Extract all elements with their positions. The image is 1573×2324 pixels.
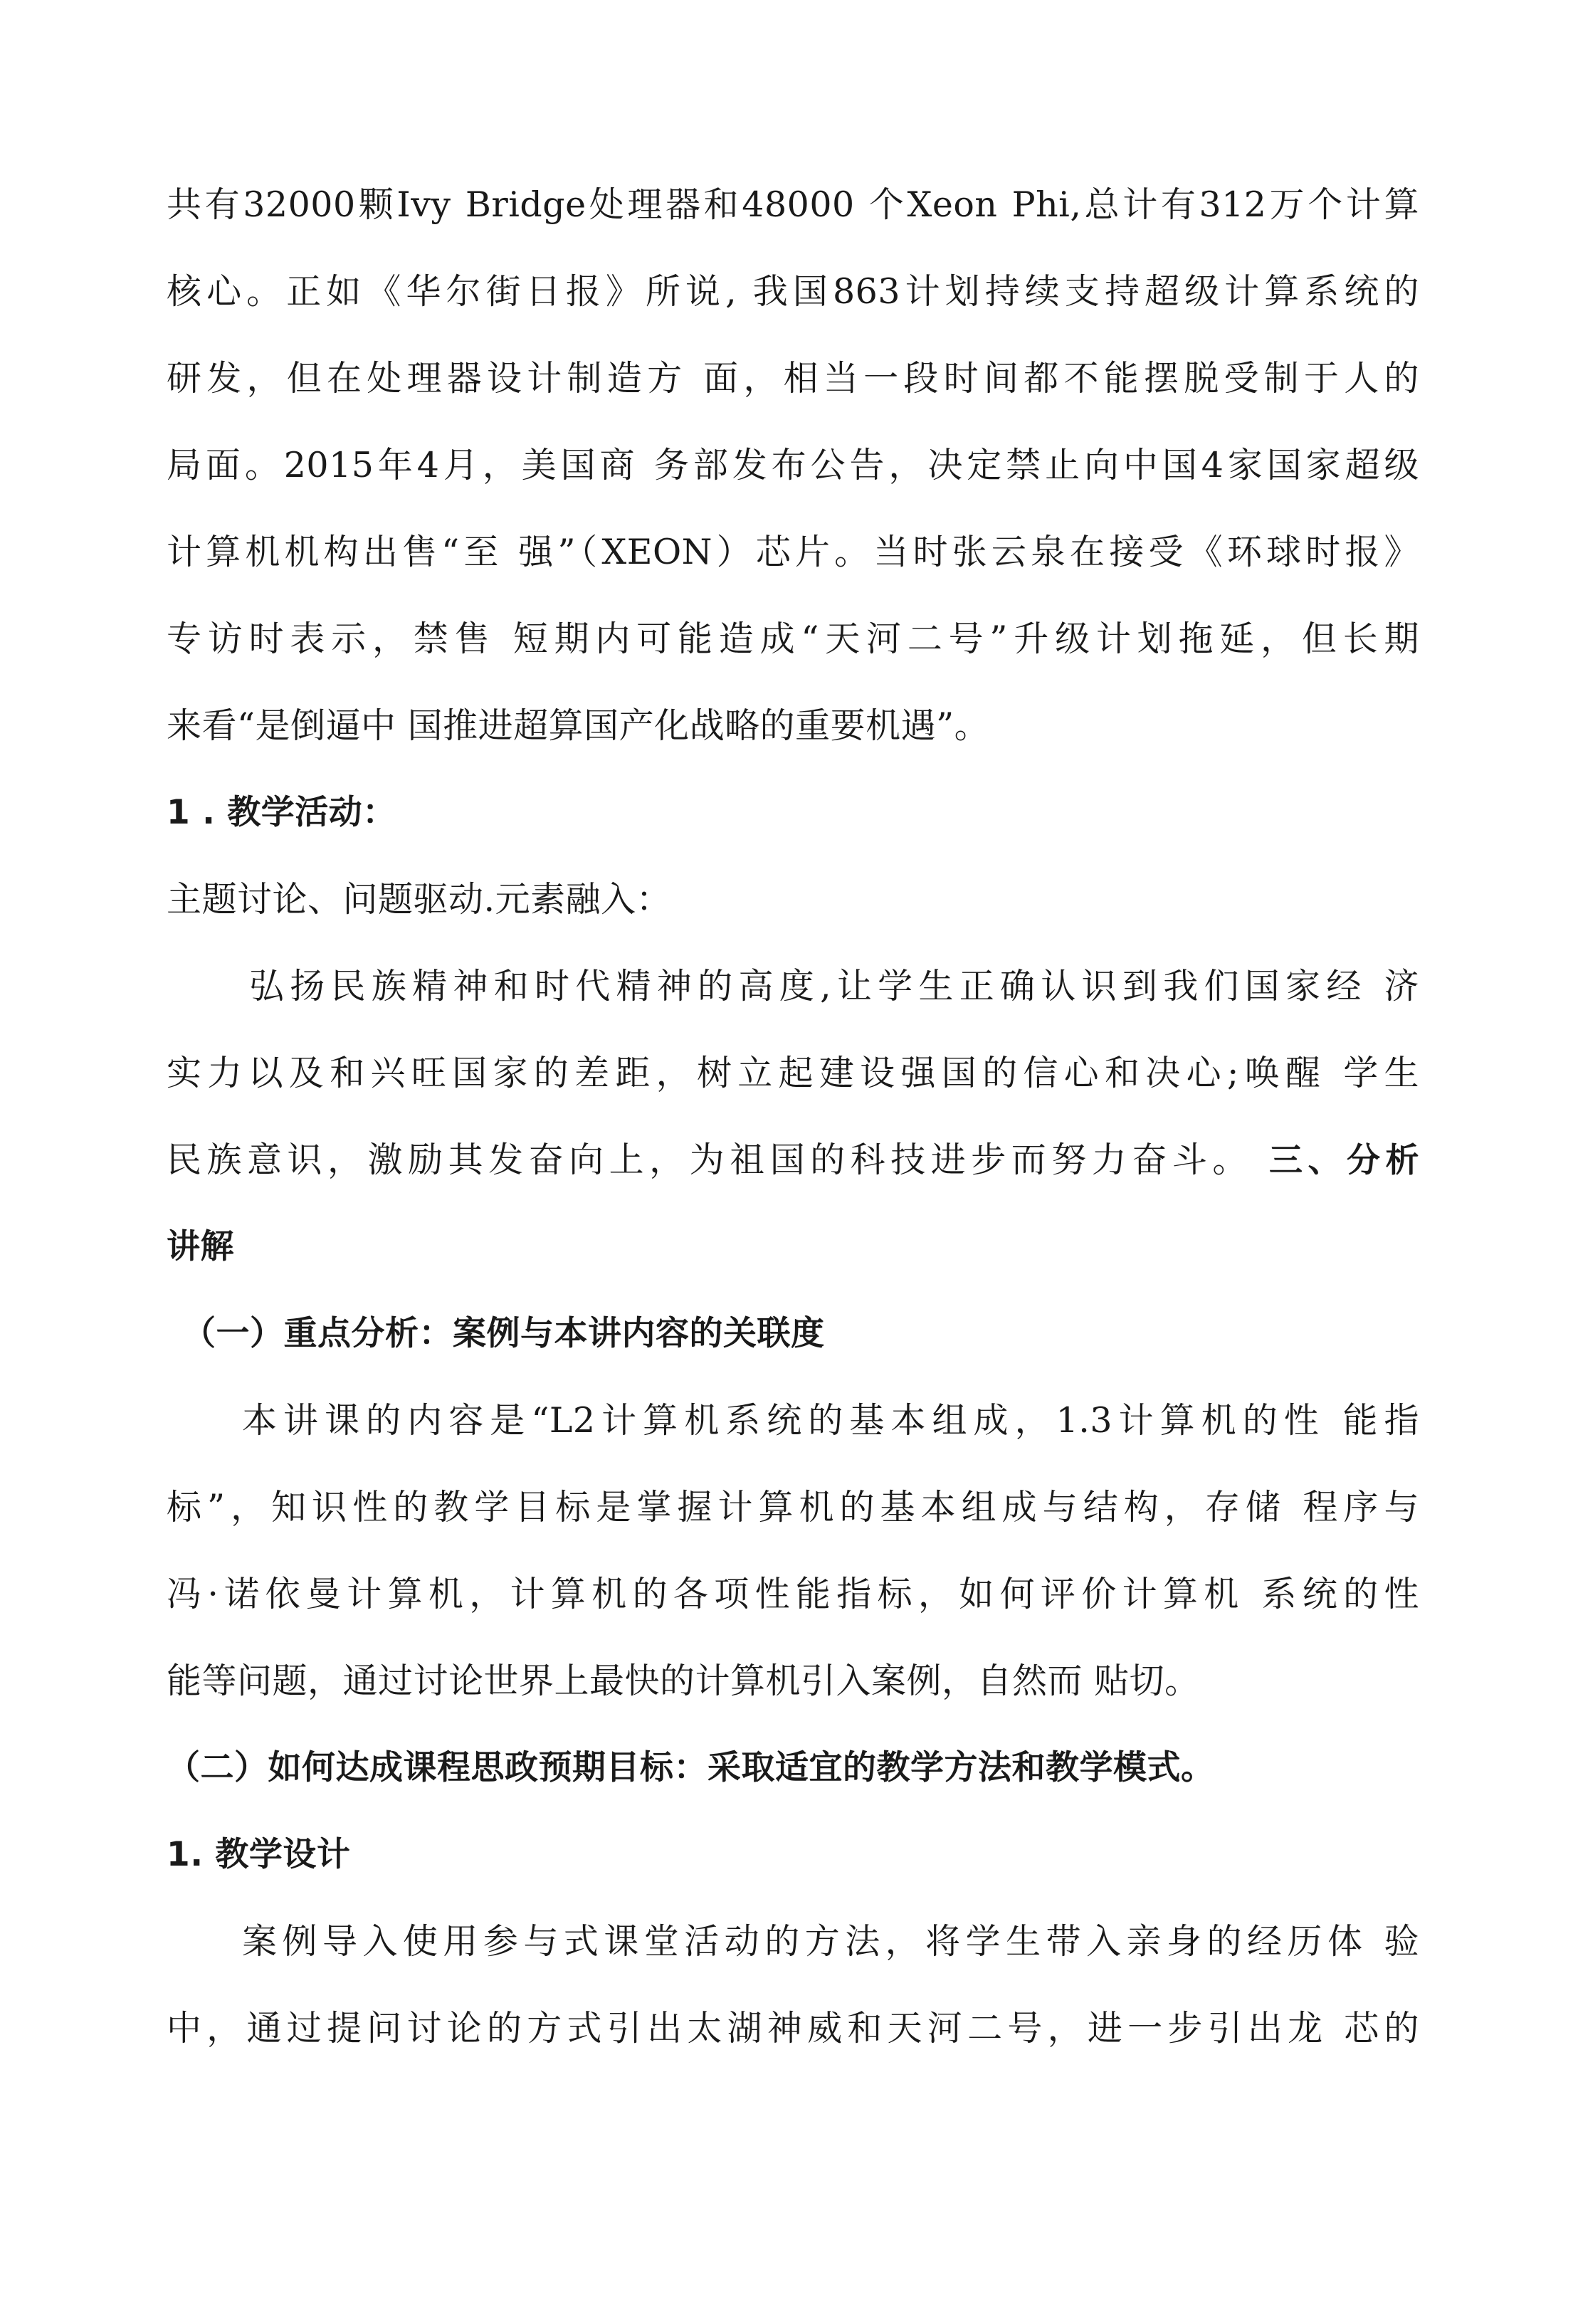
paragraph1-line3: 研发，但在处理器设计制造方 面，相当一段时间都不能摆脱受制于人的: [167, 358, 1419, 399]
heading-teaching-design: 1. 教学设计: [167, 1835, 351, 1874]
heading-key-analysis: （一）重点分析：案例与本讲内容的关联度: [182, 1314, 825, 1353]
paragraph2-line2: 实力以及和兴旺国家的差距，树立起建设强国的信心和决心;唤醒 学生: [167, 1053, 1419, 1093]
paragraph3-line4: 能等问题，通过讨论世界上最快的计算机引入案例，自然而 贴切。: [167, 1661, 1200, 1701]
heading-goal: （二）如何达成课程思政预期目标：采取适宜的教学方法和教学模式。: [167, 1748, 1215, 1787]
paragraph3-line3: 冯·诺依曼计算机，计算机的各项性能指标，如何评价计算机 系统的性: [167, 1574, 1419, 1614]
paragraph1-line4: 局面。2015年4月，美国商 务部发布公告，决定禁止向中国4家国家超级: [167, 445, 1419, 485]
activity-description: 主题讨论、问题驱动.元素融入：: [167, 879, 672, 920]
paragraph1-line1: 共有32000颗Ivy Bridge处理器和48000 个Xeon Phi,总计有312万个计算: [167, 184, 1419, 225]
paragraph1-line5: 计算机机构出售“至 强”（XEON）芯片。当时张云泉在接受《环球时报》: [167, 532, 1419, 572]
paragraph2-line3: [167, 1132, 1419, 1189]
paragraph4-line1: 案例导入使用参与式课堂活动的方法，将学生带入亲身的经历体 验: [242, 1921, 1419, 1962]
paragraph3-line1: 本讲课的内容是“L2计算机系统的基本组成，1.3计算机的性 能指: [242, 1400, 1419, 1441]
paragraph4-line2: 中，通过提问讨论的方式引出太湖神威和天河二号，进一步引出龙 芯的: [167, 2008, 1419, 2049]
paragraph1-line7: 来看“是倒逼中 国推进超算国产化战略的重要机遇”。: [167, 705, 990, 746]
heading-teaching-activity: 1 . 教学活动：: [167, 793, 396, 832]
paragraph3-line2: 标”，知识性的教学目标是掌握计算机的基本组成与结构，存储 程序与: [167, 1487, 1419, 1528]
section3-heading-part2: 讲解: [167, 1227, 234, 1266]
paragraph1-line2: 核心。正如《华尔街日报》所说, 我国863计划持续支持超级计算系统的: [167, 271, 1419, 312]
paragraph2-line1: 弘扬民族精神和时代精神的高度,让学生正确认识到我们国家经 济: [249, 966, 1419, 1006]
section3-heading-part1: 三、分析: [1268, 1141, 1419, 1180]
paragraph2-line3-text: 民族意识，激励其发奋向上，为祖国的科技进步而努力奋斗。: [167, 1140, 1253, 1180]
paragraph1-line6: 专访时表示，禁售 短期内可能造成“天河二号”升级计划拖延，但长期: [167, 619, 1419, 659]
